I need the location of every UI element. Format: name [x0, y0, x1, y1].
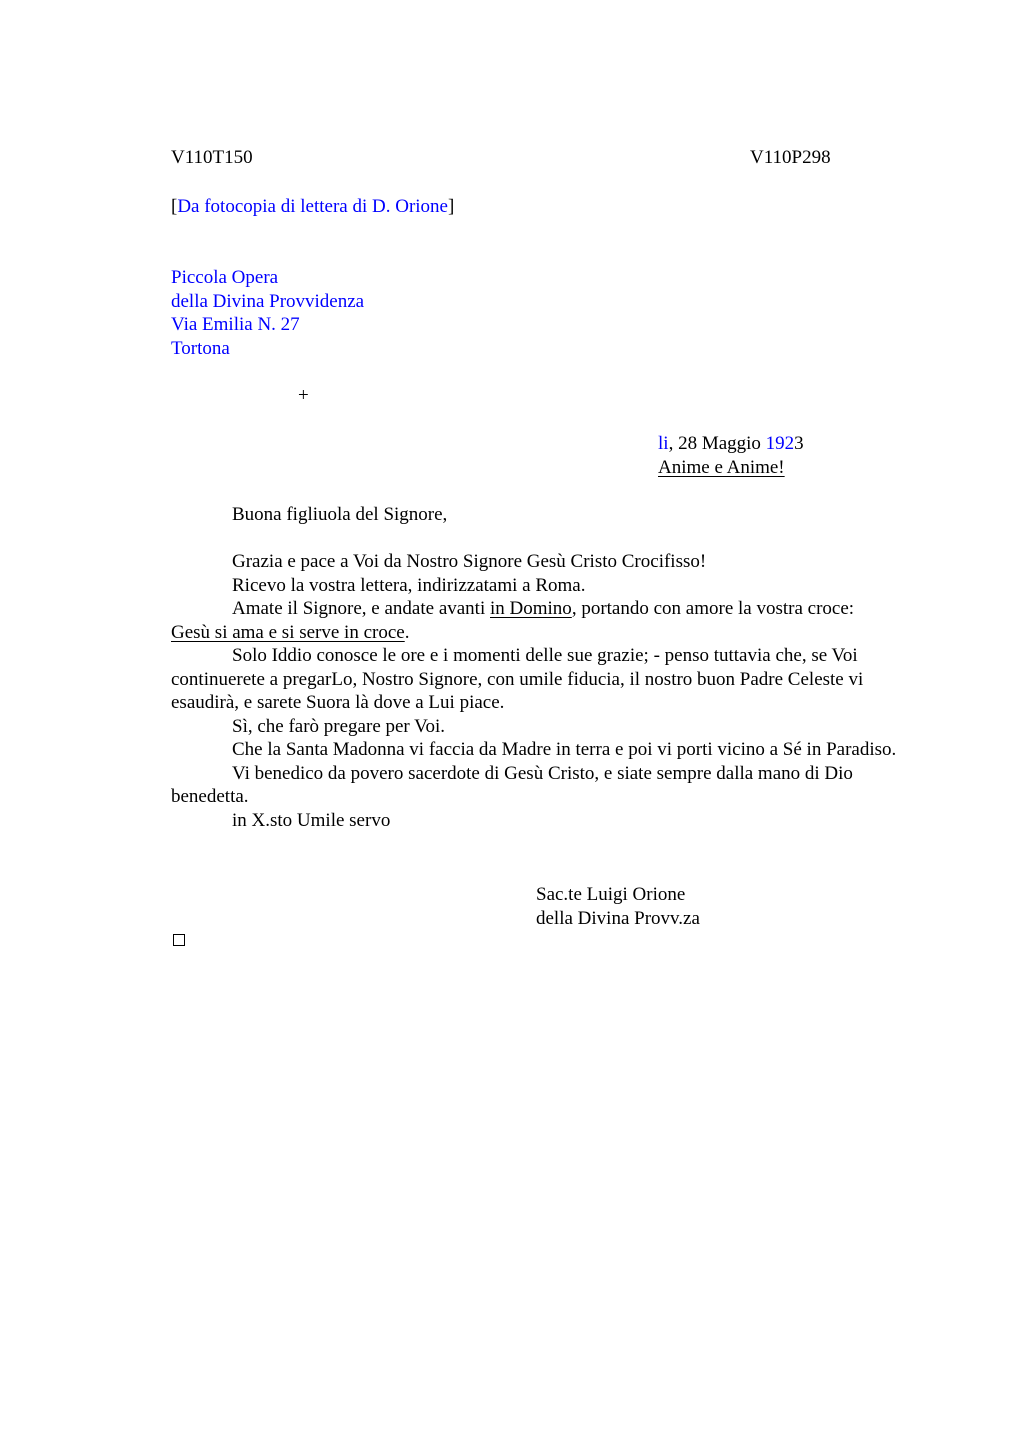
paragraph: Sì, che farò pregare per Voi.: [232, 715, 445, 737]
source-note: [Da fotocopia di lettera di D. Orione]: [171, 196, 455, 217]
letterhead-line: della Divina Provvidenza: [171, 291, 365, 312]
signature-title: della Divina Provv.za: [536, 908, 700, 929]
letter-body: [171, 550, 931, 832]
square-symbol: [173, 934, 185, 946]
salutation: Buona figliuola del Signore,: [232, 504, 448, 525]
paragraph: Ricevo la vostra lettera, indirizzatami a Roma.: [232, 574, 586, 596]
document-code-right: V110P298: [750, 147, 831, 168]
cross-symbol: +: [298, 385, 309, 406]
paragraph: Grazia e pace a Voi da Nostro Signore Gesù Cristo Crocifisso!: [232, 551, 707, 572]
paragraph: Vi benedico da povero sacerdote di Gesù Cristo, e siate sempre dalla mano di Dio benedetta.: [171, 762, 853, 807]
letterhead-line: Tortona: [171, 338, 230, 359]
letter-date: li, 28 Maggio 1923: [658, 433, 804, 454]
paragraph: Amate il Signore, e andate avanti in Domino, portando con amore la vostra croce:: [232, 598, 855, 619]
motto: Anime e Anime!: [658, 457, 785, 478]
paragraph: Solo Iddio conosce le ore e i momenti delle sue grazie; - penso tuttavia che, se Voi continuerete a pregarLo, Nostro Signore, con umile fiducia, il nostro buon Padre Celeste vi esaudirà, e sarete Suora là dove a Lui piace.: [171, 645, 864, 713]
letterhead-line: Via Emilia N. 27: [171, 314, 300, 335]
paragraph-continuation: Gesù si ama e si serve in croce.: [171, 621, 410, 643]
letterhead-line: Piccola Opera: [171, 267, 279, 288]
document-code-left: V110T150: [171, 147, 253, 168]
signature-name: Sac.te Luigi Orione: [536, 884, 686, 905]
paragraph: Che la Santa Madonna vi faccia da Madre in terra e poi vi porti vicino a Sé in Paradiso.: [232, 739, 897, 760]
closing: in X.sto Umile servo: [232, 809, 391, 831]
